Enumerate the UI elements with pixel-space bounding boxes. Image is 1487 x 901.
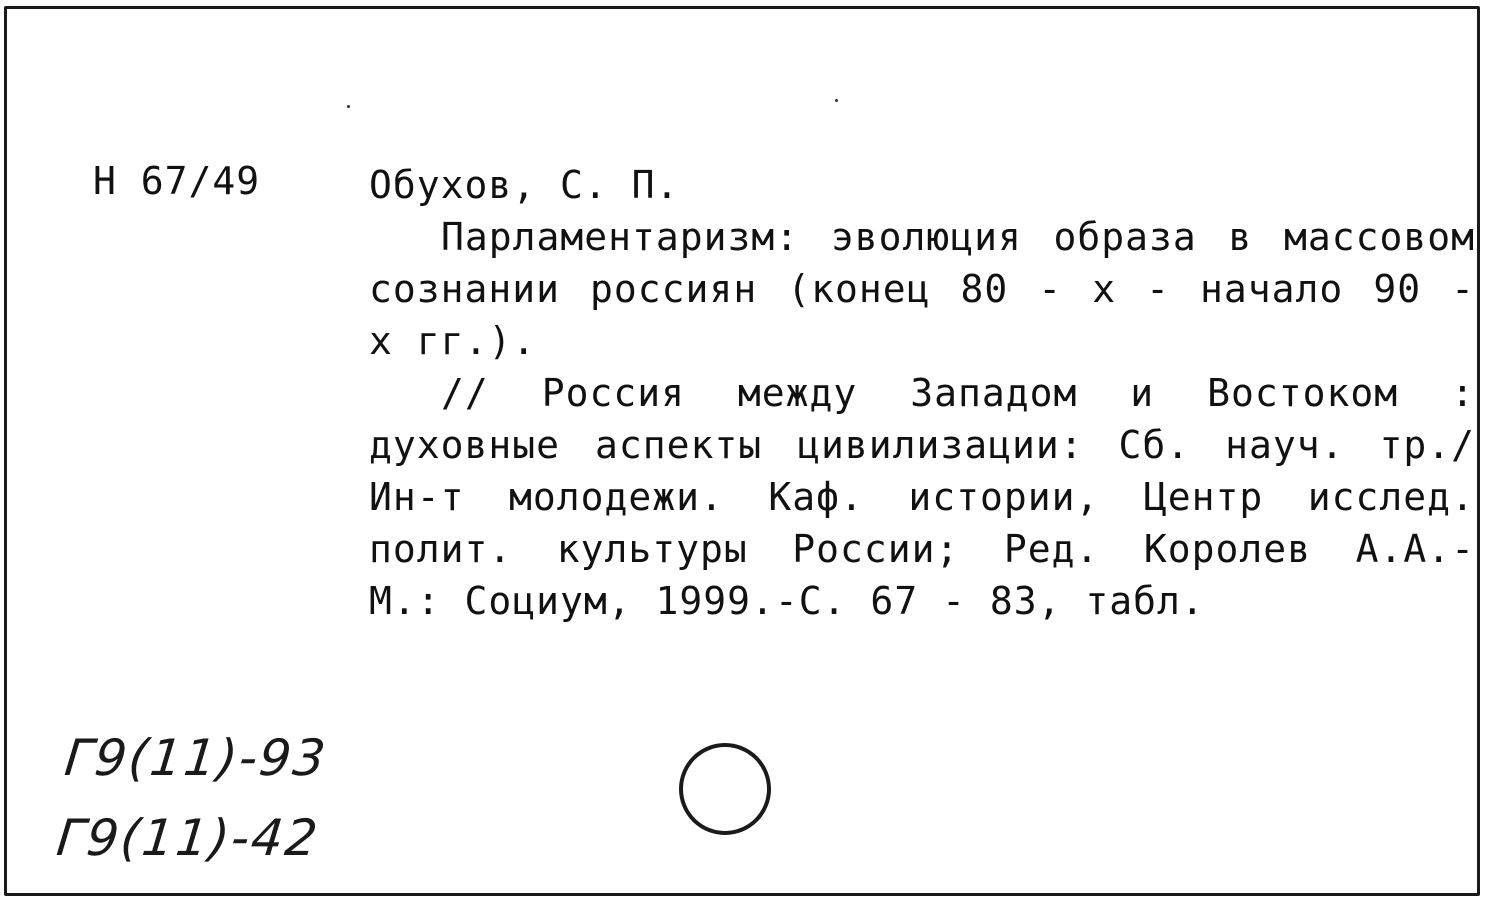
word: Востоком bbox=[1207, 371, 1399, 415]
catalog-card bbox=[4, 6, 1480, 896]
word: россиян bbox=[590, 267, 758, 311]
bibliographic-entry bbox=[369, 159, 1475, 627]
author: Обухов, С. П. bbox=[369, 163, 680, 207]
word: - bbox=[1146, 267, 1170, 311]
word: : bbox=[1451, 371, 1475, 415]
word: Каф. bbox=[768, 475, 864, 519]
word: - bbox=[1038, 267, 1063, 311]
word: (конец bbox=[787, 267, 931, 311]
handwritten-code: Г9(11)-42 bbox=[53, 809, 323, 867]
source-line bbox=[369, 419, 1475, 471]
word: Сб. bbox=[1118, 423, 1191, 467]
word: России; bbox=[792, 527, 960, 571]
shelfmark: Н 67/49 bbox=[93, 159, 261, 203]
author-line bbox=[369, 159, 1475, 211]
word: х гг.). bbox=[369, 319, 537, 363]
title-line bbox=[369, 315, 1475, 367]
word: эволюция bbox=[830, 215, 1022, 259]
word: науч. bbox=[1225, 423, 1345, 467]
word: массовом bbox=[1283, 215, 1475, 259]
word: начало bbox=[1200, 267, 1344, 311]
word: тр./ bbox=[1379, 423, 1475, 467]
word: образа bbox=[1053, 215, 1197, 259]
word: х bbox=[1092, 267, 1117, 311]
title-line bbox=[369, 211, 1475, 263]
speck bbox=[347, 105, 350, 108]
handwritten-code: Г9(11)-93 bbox=[61, 729, 331, 787]
word: А.А.- bbox=[1355, 527, 1475, 571]
word: аспекты bbox=[594, 423, 763, 467]
word: Центр bbox=[1143, 475, 1264, 519]
word: полит. bbox=[369, 527, 513, 571]
source-line bbox=[369, 523, 1475, 575]
word: Парламентаризм: bbox=[441, 215, 800, 259]
source-line bbox=[369, 471, 1475, 523]
speck bbox=[835, 99, 838, 102]
title-line bbox=[369, 263, 1475, 315]
word: в bbox=[1228, 215, 1253, 259]
punch-hole bbox=[679, 743, 771, 835]
word: духовные bbox=[369, 423, 561, 467]
word: сознании bbox=[369, 267, 561, 311]
word: 80 bbox=[960, 267, 1009, 311]
word: - bbox=[1451, 267, 1475, 311]
word: Ред. bbox=[1003, 527, 1100, 571]
word: молодежи. bbox=[509, 475, 724, 519]
word: цивилизации: bbox=[797, 423, 1084, 467]
word: 90 bbox=[1373, 267, 1422, 311]
word: истории, bbox=[908, 475, 1100, 519]
word: Ин-т bbox=[369, 475, 465, 519]
word: и bbox=[1130, 371, 1155, 415]
word: // bbox=[441, 371, 489, 415]
word: М.: Социум, 1999.-С. 67 - 83, табл. bbox=[369, 579, 1205, 623]
word: исслед. bbox=[1307, 475, 1475, 519]
word: Западом bbox=[910, 371, 1078, 415]
word: Россия bbox=[541, 371, 685, 415]
word: между bbox=[737, 371, 858, 415]
word: культуры bbox=[556, 527, 748, 571]
source-line bbox=[369, 367, 1475, 419]
source-line bbox=[369, 575, 1475, 627]
word: Королев bbox=[1143, 527, 1312, 571]
